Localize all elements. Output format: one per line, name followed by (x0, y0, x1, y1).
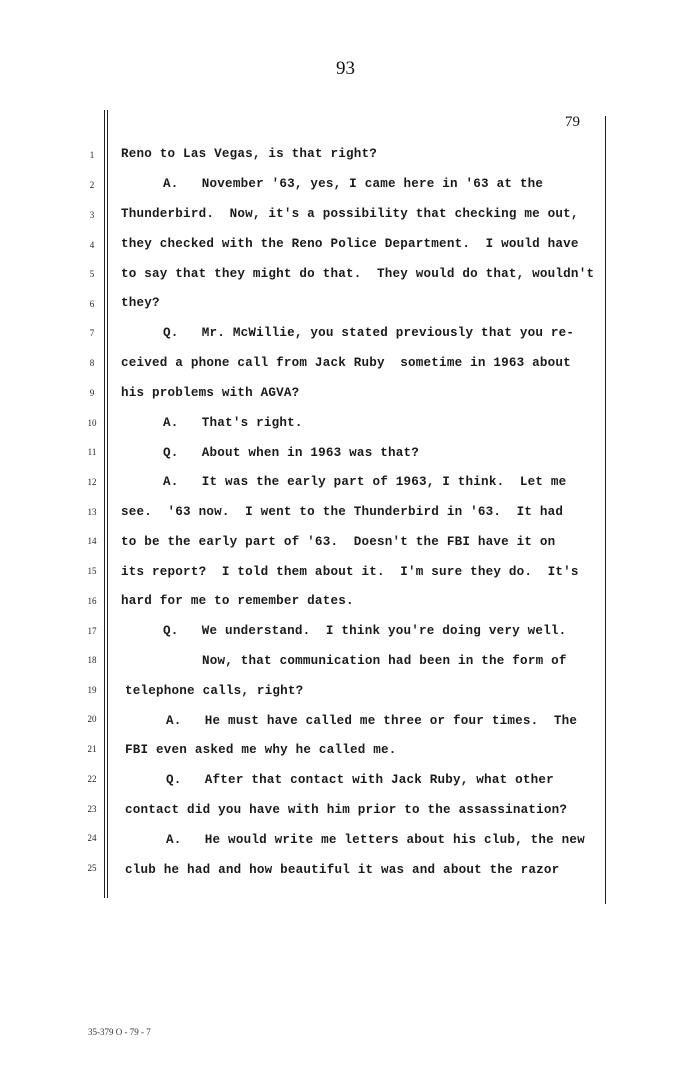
line-number: 13 (87, 507, 97, 517)
transcript-line: they checked with the Reno Police Department. I would have (121, 237, 579, 251)
transcript-line: see. '63 now. I went to the Thunderbird in '63. It had (121, 505, 564, 519)
transcript-line: they? (121, 296, 160, 310)
right-margin-rule (605, 116, 606, 904)
transcript-line: contact did you have with him prior to the assassination? (125, 803, 568, 817)
transcript-line: its report? I told them about it. I'm sure they do. It's (121, 565, 579, 579)
line-number: 7 (89, 328, 95, 338)
transcript-line: Q. About when in 1963 was that? (163, 446, 419, 460)
line-number: 3 (89, 210, 95, 220)
line-number: 23 (87, 804, 97, 814)
line-number: 15 (87, 566, 97, 576)
line-number: 18 (87, 655, 97, 665)
transcript-line: A. He would write me letters about his club, the new (166, 833, 585, 847)
transcript-line: A. That's right. (163, 416, 303, 430)
line-number: 22 (87, 774, 97, 784)
line-number: 5 (89, 269, 95, 279)
line-number: 25 (87, 863, 97, 873)
transcript-line: Q. We understand. I think you're doing very well. (163, 624, 567, 638)
transcript-line: ceived a phone call from Jack Ruby sometime in 1963 about (121, 356, 571, 370)
line-number: 16 (87, 596, 97, 606)
line-number: 12 (87, 477, 97, 487)
transcript-line: to be the early part of '63. Doesn't the FBI have it on (121, 535, 556, 549)
transcript-line: FBI even asked me why he called me. (125, 743, 397, 757)
line-number: 14 (87, 536, 97, 546)
line-number: 2 (89, 180, 95, 190)
footer-print-code: 35-379 O - 79 - 7 (88, 1027, 151, 1037)
line-number: 8 (89, 358, 95, 368)
transcript-line: telephone calls, right? (125, 684, 304, 698)
line-number: 19 (87, 685, 97, 695)
line-number: 9 (89, 388, 95, 398)
transcript-line: to say that they might do that. They would do that, wouldn't (121, 267, 595, 281)
transcript-line: Q. After that contact with Jack Ruby, what other (166, 773, 554, 787)
line-number: 4 (89, 240, 95, 250)
line-number: 10 (87, 418, 97, 428)
transcript-line: Thunderbird. Now, it's a possibility that checking me out, (121, 207, 579, 221)
line-number: 20 (87, 714, 97, 724)
transcript-line: hard for me to remember dates. (121, 594, 354, 608)
line-number: 1 (89, 150, 95, 160)
line-number: 21 (87, 744, 97, 754)
line-number: 24 (87, 833, 97, 843)
transcript-line: A. It was the early part of 1963, I think. Let me (163, 475, 567, 489)
transcript-line: Now, that communication had been in the form of (202, 654, 567, 668)
line-number: 17 (87, 626, 97, 636)
line-number: 6 (89, 299, 95, 309)
transcript-line: his problems with AGVA? (121, 386, 300, 400)
transcript-line: Q. Mr. McWillie, you stated previously that you re- (163, 326, 575, 340)
line-number: 11 (87, 447, 97, 457)
transcript-line: A. He must have called me three or four times. The (166, 714, 578, 728)
page-number-top: 93 (336, 58, 355, 79)
transcript-line: Reno to Las Vegas, is that right? (121, 147, 377, 161)
page-number-inner: 79 (565, 114, 580, 130)
transcript-line: club he had and how beautiful it was and about the razor (125, 863, 560, 877)
transcript-line: A. November '63, yes, I came here in '63 at the (163, 177, 544, 191)
left-margin-rule (104, 110, 108, 898)
